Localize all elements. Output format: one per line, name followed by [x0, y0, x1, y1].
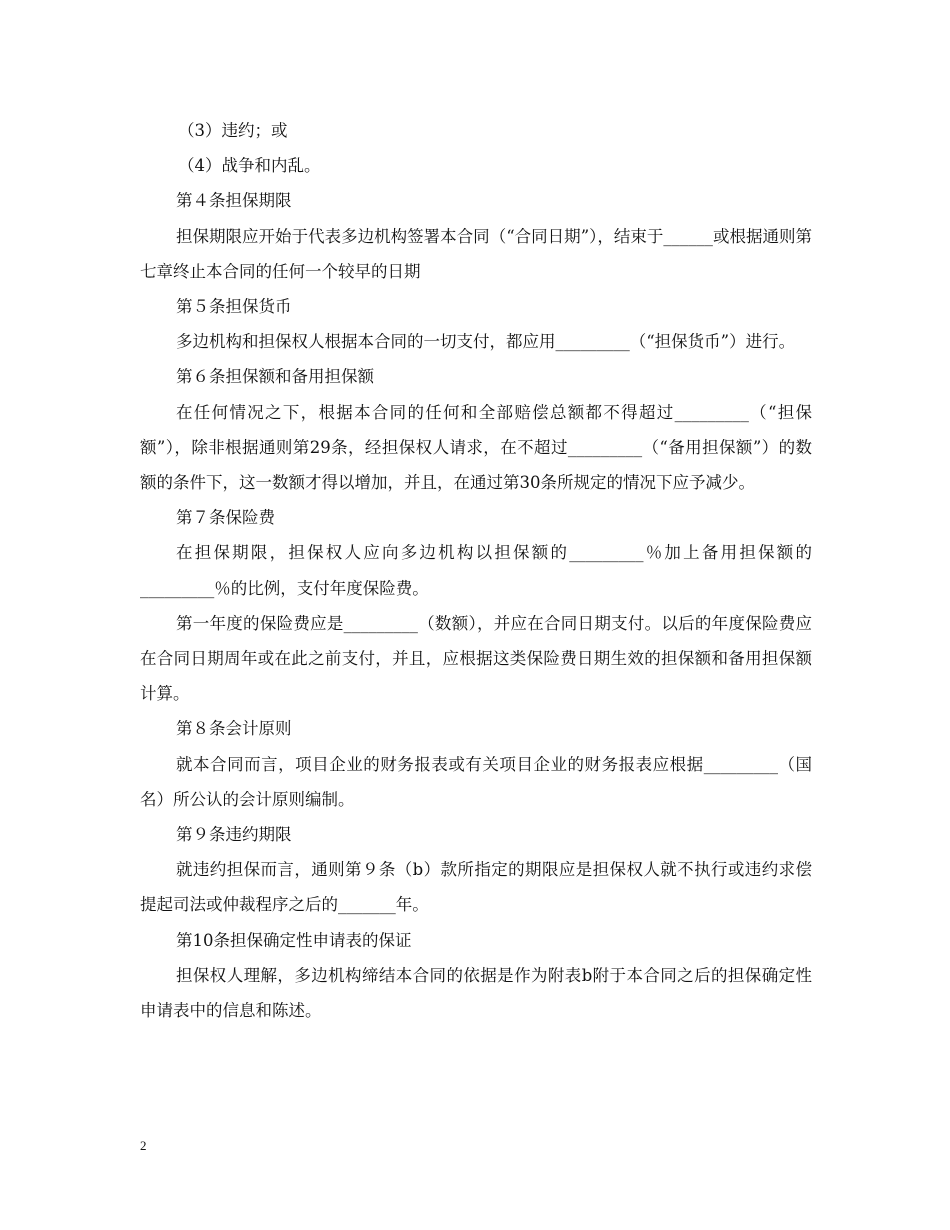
article-10-heading: 第10条担保确定性申请表的保证	[176, 930, 412, 950]
article-7-heading: 第７条保险费	[176, 508, 275, 528]
article-5-text: 多边机构和担保权人根据本合同的一切支付，都应用_________（“担保货币”）进行。	[176, 332, 796, 352]
article-6-heading: 第６条担保额和备用担保额	[176, 367, 374, 387]
article-10-text: 担保权人理解，多边机构缔结本合同的依据是作为附表b附于本合同之后的担保确定性申请表中的信息和陈述。	[140, 965, 812, 1021]
article-4-heading: 第４条担保期限	[176, 191, 292, 211]
document-body	[140, 113, 812, 1028]
article-7-text-1: 在担保期限，担保权人应向多边机构以担保额的_________％加上备用担保额的_________％的比例，支付年度保险费。	[140, 543, 812, 598]
article-4-text: 担保期限应开始于代表多边机构签署本合同（“合同日期”），结束于______或根据通则第七章终止本合同的任何一个较早的日期	[140, 226, 812, 281]
page-number: 2	[140, 1138, 147, 1153]
article-7-text-2: 第一年度的保险费应是_________（数额），并应在合同日期支付。以后的年度保险费应在合同日期周年或在此之前支付，并且，应根据这类保险费日期生效的担保额和备用担保额计算。	[140, 613, 812, 704]
article-9-heading: 第９条违约期限	[176, 825, 292, 845]
article-5-heading: 第５条担保货币	[176, 297, 292, 317]
clause-item-4: （4）战争和内乱。	[178, 156, 321, 176]
clause-item-3: （3）违约；或	[178, 121, 288, 140]
article-9-text: 就违约担保而言，通则第９条（b）款所指定的期限应是担保权人就不执行或违约求偿提起司法或仲裁程序之后的_______年。	[140, 860, 812, 915]
article-8-text: 就本合同而言，项目企业的财务报表或有关项目企业的财务报表应根据_________（国名）所公认的会计原则编制。	[140, 754, 812, 809]
article-8-heading: 第８条会计原则	[176, 719, 292, 739]
article-6-text: 在任何情况之下，根据本合同的任何和全部赔偿总额都不得超过_________（“担保额”），除非根据通则第29条，经担保权人请求，在不超过_________（“备用担保额”）的数额的条件下，这一数额才得以增加，并且，在通过第30条所规定的情况下应予减少。	[140, 402, 812, 493]
